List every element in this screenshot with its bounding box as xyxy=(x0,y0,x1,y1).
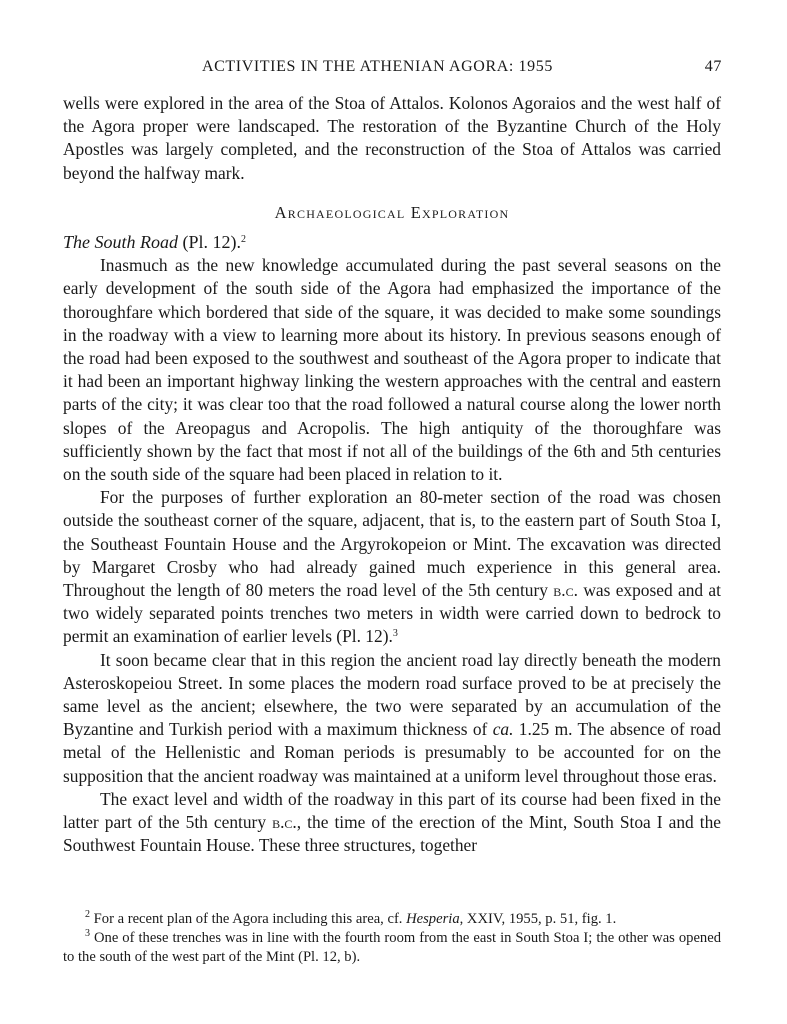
footnotes xyxy=(63,910,721,967)
running-title: ACTIVITIES IN THE ATHENIAN AGORA: 1955 xyxy=(202,58,553,75)
body-text xyxy=(63,92,721,858)
paragraph-2-bc: b.c. xyxy=(553,580,578,601)
paragraph-3 xyxy=(63,649,721,788)
footnote-2-journal: Hesperia xyxy=(406,911,460,927)
paragraph-3-part-a: It soon became clear that in this region the ancient road lay directly beneath the modern Asteroskopeiou Street. In some places the modern road surface proved to be at precisely the same level as the ancient; elsewhere, the two were separated by an accumulation of the Byzantine and Turkish period with a maximum thickness of xyxy=(63,649,721,740)
paragraph-3-ca: ca. xyxy=(492,719,514,740)
footnote-2-text-a: For a recent plan of the Agora including this area, cf. xyxy=(93,911,403,927)
page-number: 47 xyxy=(704,58,722,75)
subsection-plate-ref: (Pl. 12). xyxy=(182,232,241,253)
footnote-2 xyxy=(63,910,721,929)
paragraph-4-part-b: , the time of the erection of the Mint, South Stoa I and the Southwest Fountain House. These three structures, together xyxy=(63,812,721,856)
subsection-heading xyxy=(63,231,721,254)
paragraph-2-part-b: was exposed and at two widely separated points trenches two meters in width were carried down to bedrock to permit an examination of earlier levels (Pl. 12). xyxy=(63,580,721,647)
footnote-2-mark: 2 xyxy=(85,909,90,920)
footnote-3-mark: 3 xyxy=(85,928,90,939)
subsection-title: The South Road xyxy=(63,232,178,253)
paragraph-4 xyxy=(63,788,721,858)
paragraph-2 xyxy=(63,486,721,648)
footnote-2-text-b: , XXIV, 1955, p. 51, fig. 1. xyxy=(459,911,617,927)
footnote-3 xyxy=(63,929,721,967)
paragraph-4-bc: b.c. xyxy=(272,812,297,833)
footnote-mark-3: 3 xyxy=(392,628,398,640)
paragraph-3-part-b: 1.25 m. The absence of road metal of the Hellenistic and Roman periods is presumably to be accounted for on the supposition that the ancient roadway was maintained at a uniform level throughout those eras. xyxy=(63,719,721,786)
paragraph-2-part-a: For the purposes of further exploration an 80-meter section of the road was chosen outside the southeast corner of the square, adjacent, that is, to the eastern part of South Stoa I, the Southeast Fountain House and the Argyrokopeion or Mint. The excavation was directed by Margaret Crosby who had already gained much experience in this general area. Throughout the length of 80 meters the road level of the 5th century xyxy=(63,487,721,601)
section-heading: Archaeological Exploration xyxy=(274,202,510,222)
intro-paragraph: wells were explored in the area of the Stoa of Attalos. Kolonos Agoraios and the west half of the Agora proper were landscaped. The restoration of the Byzantine Church of the Holy Apostles was largely completed, and the reconstruction of the Stoa of Attalos was carried beyond the halfway mark. xyxy=(63,93,721,183)
footnote-mark-2: 2 xyxy=(241,234,246,246)
running-head xyxy=(62,58,722,80)
paragraph-1: Inasmuch as the new knowledge accumulated during the past several seasons on the early development of the south side of the Agora had emphasized the importance of the thoroughfare which bordered that side of the square, it was decided to make some soundings in the roadway with a view to learning more about its history. In previous seasons enough of the road had been exposed to the southwest and southeast of the Agora proper to indicate that it had been an important highway linking the western approaches with the central and eastern parts of the city; it was clear too that the road followed a natural course along the lower north slopes of the Areopagus and Acropolis. The high antiquity of the thoroughfare was sufficiently shown by the fact that most if not all of the buildings of the 6th and 5th centuries on the south side of the square had been placed in relation to it. xyxy=(63,255,721,485)
footnote-3-text: One of these trenches was in line with the fourth room from the east in South Stoa I; the other was opened to the south of the west part of the Mint (Pl. 12, b). xyxy=(63,930,721,965)
paragraph-4-part-a: The exact level and width of the roadway in this part of its course had been fixed in the latter part of the 5th century xyxy=(63,788,721,833)
